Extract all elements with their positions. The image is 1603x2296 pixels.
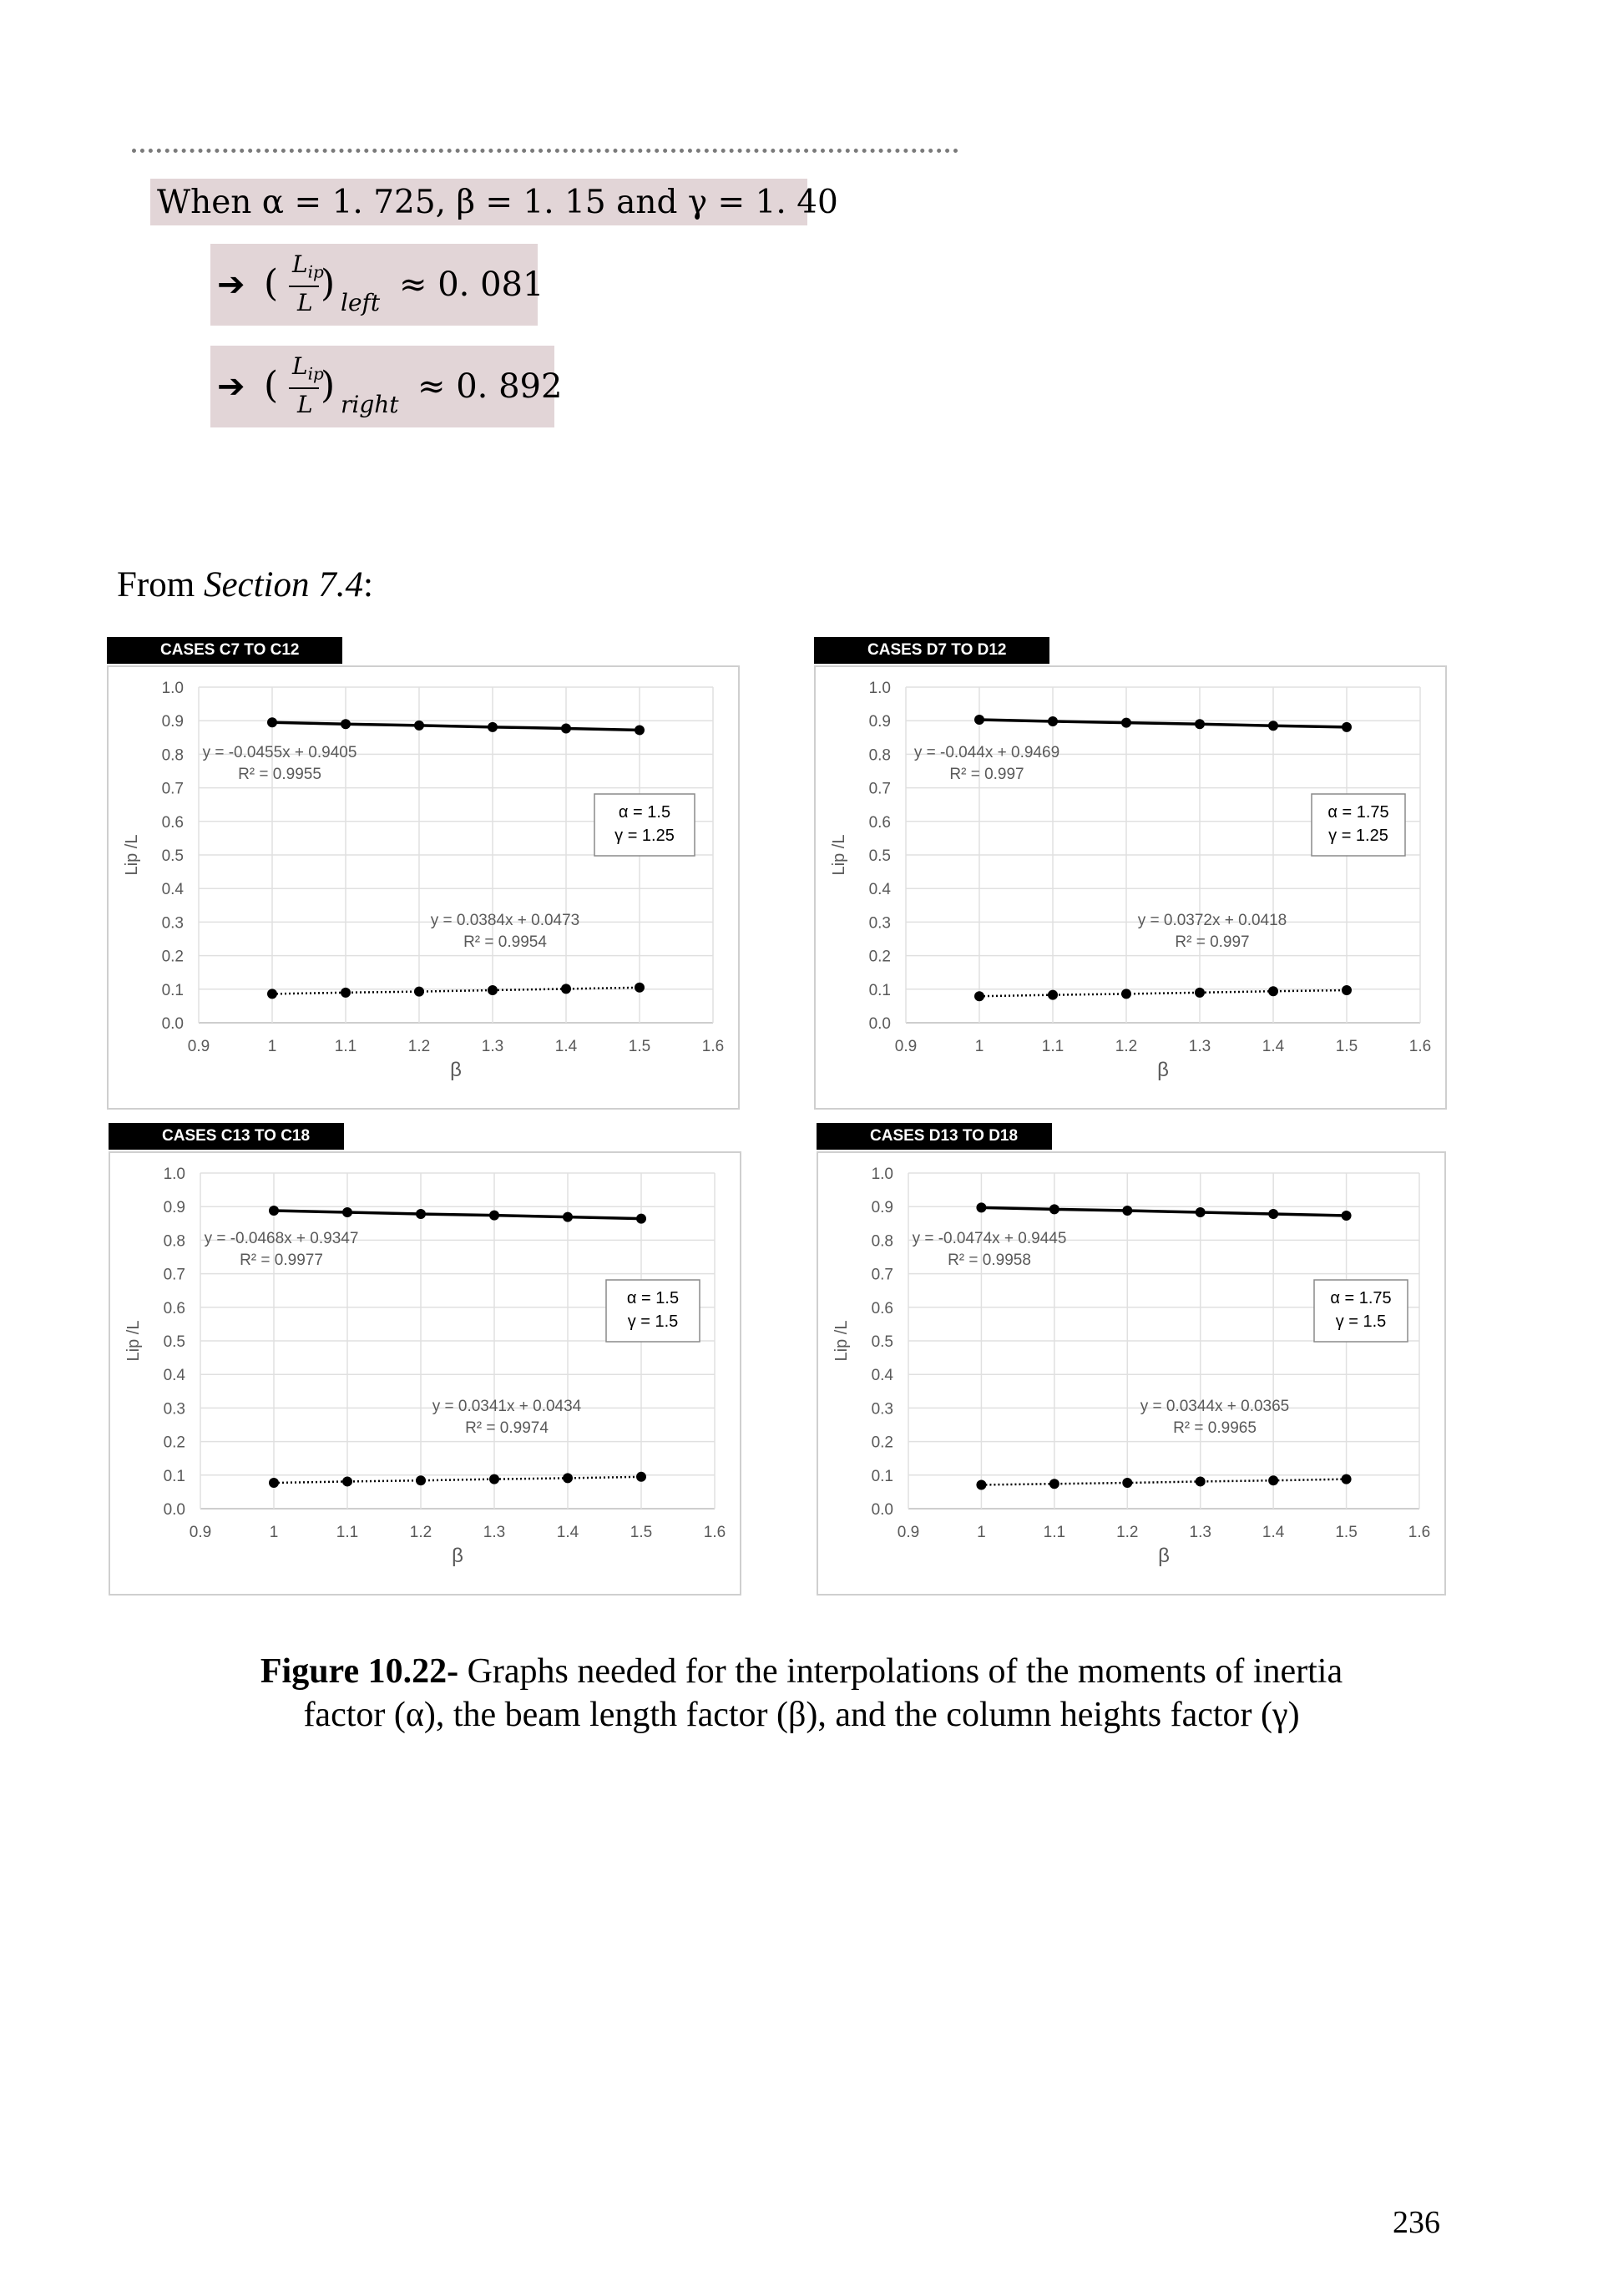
data-point	[1268, 1209, 1278, 1219]
from-section-line	[117, 564, 373, 605]
y-axis-label: Lip /L	[830, 834, 848, 876]
y-tick-label: 0.8	[868, 746, 891, 765]
trendline-r-squared: R² = 0.9974	[465, 1419, 549, 1437]
subscript-left: left	[341, 289, 381, 316]
y-tick-label: 0.7	[871, 1266, 893, 1284]
data-point	[1268, 721, 1278, 731]
x-axis-label: β	[1158, 1545, 1170, 1567]
y-tick-label: 0.3	[871, 1400, 893, 1419]
x-tick-label: 1.6	[1408, 1524, 1431, 1541]
x-axis-label: β	[450, 1059, 462, 1081]
y-tick-label: 0.4	[161, 881, 184, 899]
data-point	[342, 1476, 352, 1486]
y-tick-label: 0.4	[163, 1367, 185, 1385]
chart-svg	[816, 667, 1445, 1108]
x-axis-label: β	[452, 1545, 463, 1567]
x-tick-label: 1	[269, 1524, 279, 1541]
x-tick-label: 1.2	[1115, 1038, 1138, 1055]
data-point	[1048, 716, 1058, 726]
y-tick-label: 0.6	[871, 1299, 893, 1317]
data-point	[561, 984, 571, 994]
data-point	[488, 722, 498, 732]
data-point	[1195, 719, 1205, 729]
trendline-r-squared: R² = 0.9954	[463, 933, 547, 951]
y-tick-label: 0.2	[161, 948, 184, 966]
x-tick-label: 1.3	[1188, 1038, 1211, 1055]
y-tick-label: 0.9	[868, 713, 891, 731]
data-point	[976, 1479, 986, 1489]
trendline-r-squared: R² = 0.9965	[1173, 1419, 1257, 1437]
chart-cases-d13-d18	[817, 1127, 1446, 1596]
y-tick-label: 0.5	[161, 847, 184, 865]
figure-caption	[0, 1650, 1603, 1737]
caption-line-1: Graphs needed for the interpolations of the moments of inertia	[458, 1652, 1343, 1691]
data-point	[269, 1206, 279, 1216]
y-tick-label: 0.1	[871, 1467, 893, 1485]
x-tick-label: 1.1	[1043, 1524, 1066, 1541]
data-point	[489, 1211, 499, 1221]
trendline-equation: y = 0.0341x + 0.0434	[432, 1398, 582, 1415]
parameter-label: α = 1.5	[626, 1289, 680, 1307]
y-tick-label: 0.5	[163, 1333, 185, 1351]
data-point	[1195, 988, 1205, 998]
x-tick-label: 1.1	[336, 1524, 359, 1541]
y-tick-label: 0.7	[868, 780, 891, 798]
trendline-equation: y = -0.044x + 0.9469	[913, 744, 1060, 761]
data-point	[1268, 1475, 1278, 1485]
series-line-0	[274, 1211, 641, 1219]
y-tick-label: 1.0	[868, 680, 891, 697]
y-tick-label: 0.0	[868, 1015, 891, 1033]
x-tick-label: 1.3	[481, 1038, 504, 1055]
data-point	[635, 725, 645, 735]
trendline-r-squared: R² = 0.9977	[240, 1252, 323, 1269]
y-tick-label: 0.3	[161, 914, 184, 933]
approx-value-right: ≈ 0. 892	[417, 367, 563, 406]
y-tick-label: 0.2	[868, 948, 891, 966]
y-tick-label: 0.7	[163, 1266, 185, 1284]
y-axis-label: Lip /L	[124, 1320, 143, 1362]
x-tick-label: 1.6	[701, 1038, 725, 1055]
from-prefix: From	[117, 565, 204, 604]
from-suffix: :	[363, 565, 373, 604]
y-tick-label: 0.0	[871, 1501, 893, 1519]
data-point	[635, 983, 645, 993]
data-point	[267, 989, 277, 999]
y-tick-label: 0.6	[868, 813, 891, 832]
y-tick-label: 0.8	[161, 746, 184, 765]
data-point	[341, 988, 351, 998]
y-tick-label: 0.4	[871, 1367, 893, 1385]
data-point	[1196, 1207, 1206, 1217]
x-tick-label: 1	[267, 1038, 277, 1055]
y-tick-label: 0.1	[163, 1467, 185, 1485]
y-tick-label: 0.5	[871, 1333, 893, 1351]
y-tick-label: 0.3	[868, 914, 891, 933]
data-point	[1268, 986, 1278, 996]
open-paren: (	[264, 262, 279, 305]
parameter-label: α = 1.75	[1330, 1289, 1392, 1307]
x-tick-label: 1.3	[1189, 1524, 1211, 1541]
x-tick-label: 0.9	[894, 1038, 918, 1055]
open-paren: (	[264, 364, 279, 407]
x-axis-label: β	[1157, 1059, 1169, 1081]
series-line-1	[979, 990, 1347, 996]
data-point	[976, 1202, 986, 1212]
arrow-icon: ➔	[217, 367, 245, 406]
arrow-icon: ➔	[217, 266, 245, 304]
y-tick-label: 0.7	[161, 780, 184, 798]
fraction-denominator: L	[297, 289, 313, 316]
data-point	[1121, 718, 1131, 728]
y-tick-label: 0.1	[161, 981, 184, 999]
data-point	[636, 1214, 646, 1224]
trendline-equation: y = 0.0372x + 0.0418	[1137, 912, 1287, 929]
y-tick-label: 0.5	[868, 847, 891, 865]
x-tick-label: 1.5	[628, 1038, 651, 1055]
chart-svg	[109, 667, 738, 1108]
given-values-line	[150, 179, 838, 225]
chart-cases-d7-d12	[814, 641, 1447, 1110]
chart-title-tab: CASES C7 TO C12	[107, 637, 342, 664]
fraction-numerator: L	[292, 250, 308, 278]
parameter-label: γ = 1.25	[614, 827, 675, 845]
x-tick-label: 0.9	[187, 1038, 210, 1055]
chart-title-tab: CASES C13 TO C18	[109, 1123, 344, 1150]
chart-svg	[818, 1153, 1444, 1594]
trendline-equation: y = -0.0455x + 0.9405	[202, 744, 357, 761]
chart-title-tab: CASES D13 TO D18	[817, 1123, 1052, 1150]
close-paren: )	[321, 262, 336, 305]
chart-cases-c13-c18	[109, 1127, 741, 1596]
figure-label: Figure 10.22-	[260, 1652, 459, 1691]
data-point	[561, 723, 571, 733]
chart-svg	[110, 1153, 740, 1594]
data-point	[414, 987, 424, 997]
trendline-equation: y = -0.0468x + 0.9347	[204, 1230, 359, 1247]
x-tick-label: 1.5	[1335, 1038, 1358, 1055]
x-tick-label: 1.4	[556, 1524, 579, 1541]
series-line-1	[274, 1477, 641, 1483]
fraction-numerator: L	[292, 352, 308, 380]
x-tick-label: 1.5	[630, 1524, 653, 1541]
y-tick-label: 1.0	[163, 1166, 185, 1183]
y-tick-label: 0.3	[163, 1400, 185, 1419]
data-point	[1342, 722, 1352, 732]
close-paren: )	[321, 364, 336, 407]
x-tick-label: 1	[974, 1038, 984, 1055]
data-point	[1342, 985, 1352, 995]
x-tick-label: 1.6	[1408, 1038, 1432, 1055]
trendline-r-squared: R² = 0.997	[1175, 933, 1250, 951]
x-tick-label: 1.2	[1116, 1524, 1139, 1541]
fraction-lip-over-l	[262, 352, 324, 424]
trendline-r-squared: R² = 0.997	[949, 766, 1024, 783]
y-axis-label: Lip /L	[123, 834, 141, 876]
subscript-right: right	[341, 391, 399, 418]
data-point	[563, 1473, 573, 1483]
trendline-r-squared: R² = 0.9958	[948, 1252, 1031, 1269]
series-line-1	[272, 988, 640, 994]
y-tick-label: 0.4	[868, 881, 891, 899]
given-values-text: When α = 1. 725, β = 1. 15 and γ = 1. 40	[157, 184, 838, 221]
data-point	[974, 715, 984, 725]
data-point	[416, 1209, 426, 1219]
x-tick-label: 1	[977, 1524, 986, 1541]
y-tick-label: 0.2	[871, 1434, 893, 1452]
fraction-lip-over-l	[262, 250, 324, 322]
x-tick-label: 1.1	[334, 1038, 357, 1055]
x-tick-label: 1.6	[703, 1524, 726, 1541]
x-tick-label: 1.1	[1041, 1038, 1064, 1055]
fraction-numerator-sub: ip	[307, 261, 324, 282]
result-right	[210, 346, 563, 427]
data-point	[1048, 990, 1058, 1000]
parameter-label: γ = 1.5	[627, 1312, 679, 1331]
data-point	[416, 1475, 426, 1485]
data-point	[342, 1207, 352, 1217]
x-tick-label: 1.2	[409, 1524, 432, 1541]
y-tick-label: 0.9	[871, 1199, 893, 1217]
data-point	[563, 1212, 573, 1222]
data-point	[974, 991, 984, 1001]
parameter-label: γ = 1.5	[1335, 1312, 1387, 1331]
data-point	[1342, 1211, 1352, 1221]
series-line-1	[981, 1479, 1346, 1485]
y-tick-label: 0.0	[161, 1015, 184, 1033]
data-point	[1049, 1479, 1059, 1489]
data-point	[1121, 989, 1131, 999]
data-point	[267, 717, 277, 727]
y-tick-label: 0.9	[163, 1199, 185, 1217]
y-tick-label: 0.1	[868, 981, 891, 999]
series-line-0	[272, 722, 640, 730]
chart-title-tab: CASES D7 TO D12	[814, 637, 1049, 664]
data-point	[341, 719, 351, 729]
dotted-separator	[132, 149, 958, 153]
result-left	[210, 244, 544, 326]
data-point	[1122, 1478, 1132, 1488]
data-point	[1196, 1476, 1206, 1486]
chart-cases-c7-c12	[107, 641, 740, 1110]
x-tick-label: 1.2	[407, 1038, 431, 1055]
y-tick-label: 0.6	[161, 813, 184, 832]
y-tick-label: 1.0	[161, 680, 184, 697]
parameter-label: γ = 1.25	[1328, 827, 1388, 845]
page-number: 236	[1393, 2205, 1440, 2240]
x-tick-label: 1.4	[1262, 1524, 1285, 1541]
trendline-equation: y = 0.0384x + 0.0473	[430, 912, 580, 929]
section-reference: Section 7.4	[203, 565, 364, 604]
data-point	[1049, 1204, 1059, 1214]
data-point	[414, 721, 424, 731]
y-tick-label: 0.9	[161, 713, 184, 731]
series-line-0	[981, 1207, 1346, 1216]
data-point	[636, 1472, 646, 1482]
data-point	[269, 1478, 279, 1488]
parameter-label: α = 1.5	[618, 803, 671, 822]
y-tick-label: 0.6	[163, 1299, 185, 1317]
x-tick-label: 1.4	[1262, 1038, 1285, 1055]
fraction-numerator-sub: ip	[307, 363, 324, 384]
trendline-r-squared: R² = 0.9955	[238, 766, 321, 783]
data-point	[489, 1474, 499, 1484]
data-point	[1342, 1474, 1352, 1484]
y-tick-label: 0.8	[871, 1232, 893, 1251]
y-axis-label: Lip /L	[832, 1320, 851, 1362]
fraction-denominator: L	[297, 391, 313, 418]
y-tick-label: 0.0	[163, 1501, 185, 1519]
trendline-equation: y = 0.0344x + 0.0365	[1140, 1398, 1290, 1415]
parameter-label: α = 1.75	[1327, 803, 1389, 822]
x-tick-label: 1.4	[554, 1038, 578, 1055]
y-tick-label: 0.8	[163, 1232, 185, 1251]
x-tick-label: 0.9	[189, 1524, 212, 1541]
data-point	[1122, 1206, 1132, 1216]
x-tick-label: 1.5	[1335, 1524, 1358, 1541]
caption-line-2: factor (α), the beam length factor (β), and the column heights factor (γ)	[303, 1696, 1300, 1734]
y-tick-label: 1.0	[871, 1166, 893, 1183]
x-tick-label: 1.3	[483, 1524, 506, 1541]
trendline-equation: y = -0.0474x + 0.9445	[912, 1230, 1067, 1247]
data-point	[488, 985, 498, 995]
y-tick-label: 0.2	[163, 1434, 185, 1452]
x-tick-label: 0.9	[897, 1524, 920, 1541]
approx-value-left: ≈ 0. 081	[399, 266, 544, 304]
